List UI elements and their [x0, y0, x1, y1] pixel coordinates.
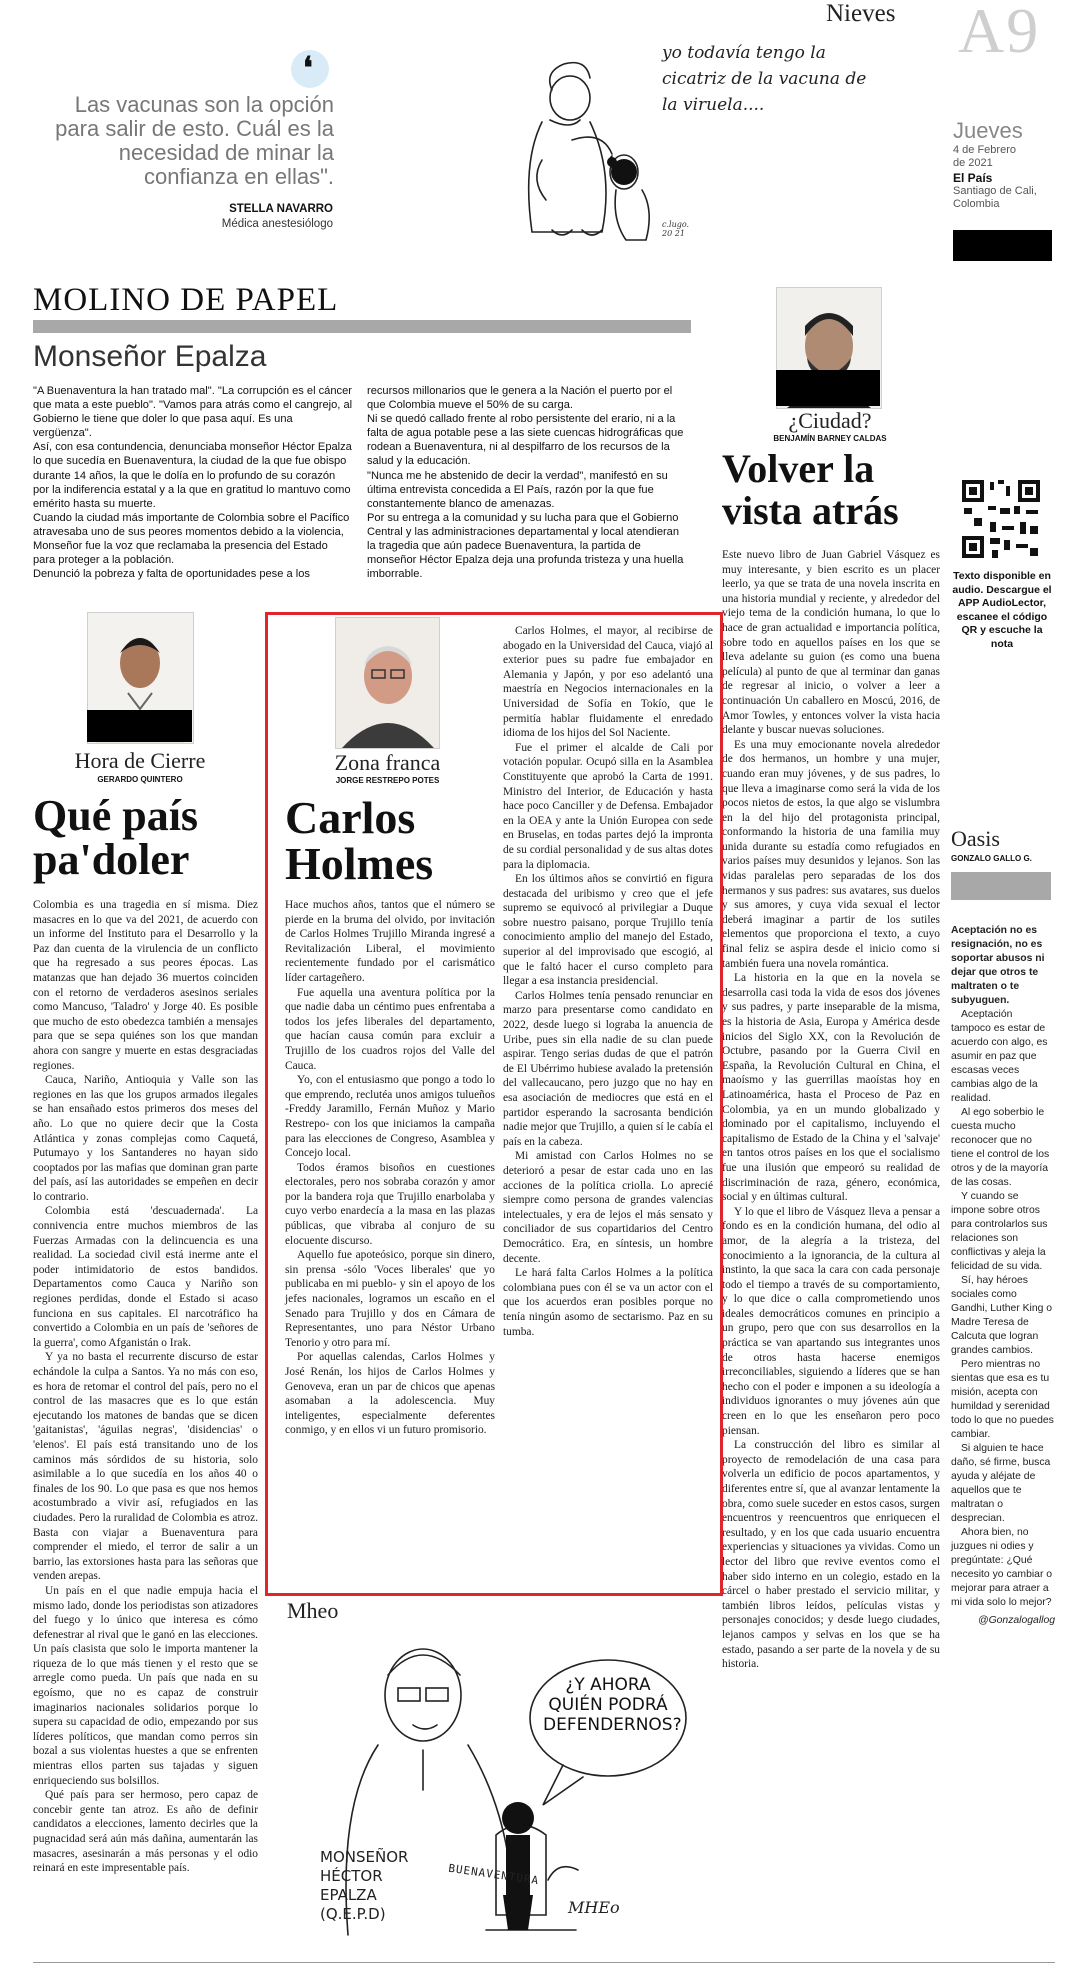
- zona-column-name: Zona franca: [334, 750, 441, 775]
- oasis-body: [951, 924, 1055, 1628]
- oasis-paragraph: Y cuando se impone sobre otros para controlarlos sus relaciones son conflictivas y aleja la felicidad de su vida.: [951, 1191, 1048, 1272]
- zona-paragraph: Mi amistad con Carlos Holmes no se deterioró a pesar de estar cada uno en las acciones de la política criolla. Lo aprecié siempre como persona de grandes valencias intelectuales, y era de lejos el más sensato y conciliador de sus copartidarios del Centro Democrático. Era, en síntesis, un hombre decente.: [503, 1150, 713, 1265]
- hora-body: [33, 898, 258, 1876]
- portrait-restrepo: [336, 618, 439, 748]
- oasis-author: GONZALO GALLO G.: [951, 854, 1032, 863]
- quote-text: Las vacunas son la opción para salir de esto. Cuál es la necesidad de minar la confianza en ellas".: [55, 92, 334, 189]
- ciudad-paragraph: Es una muy emocionante novela alrededor de dos hermanos, un hombre y una mujer, cuando eran muy jóvenes, y de sus padres, lo que lleva a imaginarse como será la vida de los pocos nietos de estos, la que algo se vislumbra en la del hijo del protagonista principal, conformando la historia de una familia muy unida durante su estadía como refugiados en varios países muy desunidos y lejanos. Son las vidas paralelas pero separadas de los dos hermanos y sus padres: sus avatares, sus duelos y sus amores, y cuya vida sexual el lector deberá imaginar a partir de los sutiles elementos que proporciona el texto, a cuyo final feliz se aspira desde el inicio como si también fuera una novela romántica.: [722, 738, 940, 970]
- hora-headline: Qué país pa'doler: [33, 791, 199, 884]
- quote-author: STELLA NAVARRO: [229, 203, 333, 215]
- zona-paragraph: Todos éramos bisoños en cuestiones electorales, pero nos sobraba corazón y amor por la bandera roja que Trujillo enarbolaba y cuyo verbo enardecía a la masa en las plazas públicas, que vibraba al conjuro de su elocuente discurso.: [285, 1161, 495, 1247]
- restrepo-photo: [335, 617, 440, 749]
- zona-paragraph: Carlos Holmes, el mayor, al recibirse de abogado en la Universidad del Cauca, viajó al exterior pues su padre fue embajador en Alemania y Japón, y por eso adelantó una maestría en Negocios internacionales en la Universidad de Sofía en Tokío, que le permitía hablar fluidamente el enredado idioma de los hijos del Sol Naciente.: [503, 625, 713, 740]
- vaccine-cartoon: [512, 40, 872, 260]
- zona-body-col1: [285, 898, 495, 1438]
- hora-author: GERARDO QUINTERO: [97, 775, 183, 784]
- zona-paragraph: Hace muchos años, tantos que el número se pierde en la bruma del olvido, por invitación de Carlos Holmes Trujillo Miranda ingresé a Revitalización Liberal, el movimiento recientemente fundado por el carismático líder cartageñero.: [285, 899, 495, 984]
- ciudad-paragraph: La construcción del libro es similar al proyecto de remodelación de una casa para volverla un edificio de pocos apartamentos, y diferentes entre sí, que al avanzar lentamente la obra, como suele suceder en estos casos, surgen encuentros y reencuentros que enriquecen el resultado, y en los que cada usuario encuentra experiencias y situaciones ya vividas. Como un lector del libro que revive eventos como el haber sido interno en un colegio, estado en la cárcel o haber prestado el servicio militar, y también libros leídos, películas vistas y personajes conocidos; y desde luego ciudades, lejanos campos y selvas en los que se ha estado, pasando a ser parte de la novela y de su historia.: [722, 1439, 940, 1671]
- oasis-lead: Aceptación no es resignación, no es soportar abusos ni dejar que otros te maltraten o te subyuguen.: [951, 925, 1045, 1006]
- molino-paragraph: Cuando la ciudad más importante de Colombia sobre el Pacífico atravesaba uno de sus peores momentos debido a la violencia, Monseñor fue la voz que reclamaba la presencia del Estado para proteger a la población.: [33, 511, 350, 567]
- redaction-bar: [776, 370, 880, 406]
- quote-role: Médica anestesiólogo: [221, 218, 333, 230]
- molino-headline: Monseñor Epalza: [33, 340, 267, 373]
- zona-headline: Carlos Holmes: [285, 792, 434, 889]
- ciudad-author: BENJAMÍN BARNEY CALDAS: [773, 434, 887, 443]
- date-label: 4 de Febrero de 2021: [953, 144, 1016, 169]
- molino-col-right: [367, 384, 689, 581]
- molino-paragraph: "Nunca me he abstenido de decir la verdad", manifestó en su última entrevista concedida a El País, razón por la que fue constantemente blanco de amenazas.: [367, 469, 668, 510]
- ciudad-paragraph: Este nuevo libro de Juan Gabriel Vásquez es muy interesante, y bien escrito es un placer leerlo, ya que se trata de una novela inscrita en una historia mundial y reciente, y alrededor del viejo tema de la condición humana, lo que lo hace de gran actualidad e importancia política, sobre todo en aquellos países en los que se lleva adelante su guion (es como una buena película) al punto de que al terminar dan ganas de regresar al inicio, o volver a leer a continuación Un caballero en Moscú, 2016, de Amor Towles, y entonces volver la vista hacia delante y buscar nuevas soluciones.: [722, 549, 940, 737]
- oasis-paragraph: Ahora bien, no juzgues ni odies y pregúntate: ¿Qué necesito yo cambiar o mejorar para atraer a mi vida solo lo mejor?: [951, 1527, 1053, 1608]
- redaction-bar: [87, 710, 192, 742]
- cartoon-signature: c.lugo. 20 21: [662, 220, 690, 238]
- oasis-column-name: Oasis: [951, 826, 1000, 851]
- cartoon-caption: yo todavía tengo la cicatriz de la vacuna de la viruela....: [662, 43, 867, 115]
- hora-paragraph: Cauca, Nariño, Antioquia y Valle son las regiones en las que los grupos armados ilegales se han ensañado estos primeros dos meses del año. Lo que no quiere decir que la Costa Atlántica y zonas complejas como Caquetá, Putumayo y los Santanderes no hayan sido cooptados por las mafias que dominan gran parte del país, así las autoridades se empeñen en decir lo contrario.: [33, 1074, 258, 1203]
- hora-paragraph: Colombia está 'descuadernada'. La connivencia entre muchos miembros de las Fuerzas Armadas con la delincuencia es una realidad. La sociedad civil está inerme ante el poder intimidatorio de estos bandidos. Departamentos como Cauca y Nariño son regiones perdidas, donde el Estado si acaso funciona en sus capitales. El narcotráfico ha convertido a Colombia en un país de 'señores de la guerra', como Afganistán o Irak.: [33, 1205, 258, 1349]
- oasis-handle[interactable]: @Gonzalogallog: [978, 1615, 1055, 1626]
- redaction-bar: [953, 230, 1052, 261]
- day-label: Jueves: [953, 118, 1023, 143]
- hora-paragraph: Colombia es una tragedia en sí misma. Diez masacres en lo que va del 2021, de acuerdo con un informe del Instituto para el Desarrollo y la Paz dan cuenta de la virulencia de un conflicto que ha regresado a sus peores épocas. Las matanzas que han dejado 36 muertos coinciden con el retorno de verdaderos asesinos seriales como Mancuso, 'Taladro' y Jorge 40. Es posible que mucho de esto obedezca también a mensajes para que se sepa quiénes son los que mandan ahora con sangre y muerte en estas desgraciadas regiones.: [33, 899, 258, 1072]
- zona-paragraph: Carlos Holmes tenía pensado renunciar en marzo para presentarse como candidato en 2022, desde luego si lograba la anuencia de Uribe, pues sin ella nadie de su clan puede aspirar. Tengo serias dudas de que el patrón de El Ubérrimo hubiese avalado la pretensión del vallecaucano, pero juzgo que no hay en esa asociación de mediocres que está en el partidor esperando la sacrosanta bendición nadie mejor que Trujillo, a quien sí le cabía el país en la cabeza.: [503, 989, 713, 1148]
- ciudad-body: [722, 548, 940, 1672]
- oasis-photo-bar: [951, 872, 1051, 900]
- zona-paragraph: Aquello fue apoteósico, porque sin dinero, sin prensa -sólo 'Voces liberales' que yo publicaba en mi pueblo- y sin el apoyo de los jefes nacionales, logramos un escaño en el Senado para Trujillo y dos en Cámara de Representantes, uno para Néstor Urbano Tenorio y otro para mí.: [285, 1249, 495, 1349]
- molino-paragraph: Denunció la pobreza y falta de oportunidades pese a los: [33, 568, 310, 581]
- cartoon-signature: MHEo: [568, 1898, 620, 1917]
- oasis-paragraph: Aceptación tampoco es estar de acuerdo con algo, es asumir en paz que escasas veces cambias algo de la realidad.: [951, 1009, 1048, 1104]
- oasis-paragraph: Si alguien te hace daño, sé firme, busca ayuda y aléjate de aquellos que te maltratan o desprecian.: [951, 1443, 1051, 1524]
- zona-paragraph: En los últimos años se convirtió en figura destacada del uribismo y creo que el jefe supremo se equivocó al privilegiar a Duque sobre nuestro paisano, porque Trujillo tenía conocimiento amplio del manejo del Estado, superior al del improvisado que escogió, al que le faltó hacer el curso completo para llegar a esa instancia presidencial.: [503, 873, 713, 988]
- mheo-cartoon: [318, 1630, 698, 1950]
- zona-paragraph: Por aquellas calendas, Carlos Holmes y José Renán, los hijos de Carlos Holmes y Genoveva, eran un par de chicos que apenas asomaban a la adolescencia. Muy inteligentes, especialmente deferentes conmigo, y en ellos vi un futuro promisorio.: [285, 1351, 495, 1437]
- bottom-rule: [33, 1962, 1055, 1963]
- oasis-paragraph: Al ego soberbio le cuesta mucho reconocer que no tiene el control de los otros y de la mayoría de las cosas.: [951, 1107, 1050, 1188]
- qr-code[interactable]: [960, 478, 1042, 560]
- oasis-paragraph: Pero mientras no sientas que esa es tu misión, acepta con humildad y serenidad todo lo que no puedes cambiar.: [951, 1359, 1054, 1440]
- zona-author: JORGE RESTREPO POTES: [335, 776, 440, 785]
- qr-note: Texto disponible en audio. Descargue el APP AudioLector, escanee el código QR y escuche la nota: [952, 570, 1052, 650]
- ciudad-paragraph: La historia en la que en la novela se desarrolla casi toda la vida de esos dos jóvenes y sus padres, y parte inseparable de la misma, es la historia de Asia, Europa y América desde inicios del Siglo XX, con la Revolución de Octubre, pasando por la Guerra Civil en España, la Revolución Cultural en China, el maoísmo y las guerrillas maoístas hoy en Latinoamérica, hasta el Proceso de Paz en Colombia, ya en un mundo globalizado y dominado por el capitalismo, incluyendo el capitalismo de Estado de la China y el 'salvaje' en tantos otros países en los que el socialismo fue una ilusión que empeoró su realidad de discriminación de raza, género, económica, social y en últimas cultural.: [722, 972, 940, 1204]
- molino-paragraph: "A Buenaventura la han tratado mal". "La corrupción es el cáncer que mata a este pueblo". "Vamos para atrás como el cangrejo, al Gobierno le tiene que doler lo que pasa aquí. Es una vergüenza".: [33, 385, 353, 440]
- speech-bubble-text: ¿Y AHORA QUIÉN PODRÁ DEFENDERNOS?: [543, 1675, 682, 1735]
- hora-paragraph: Qué país para ser hermoso, pero capaz de concebir gente tan atroz. Es año de definir candidatos a elecciones, lamento decirles que la pugnacidad será aún más dañina, aumentarán las masacres, asesinarán a más personas y el odio reinará en este impresentable país.: [33, 1789, 258, 1875]
- molino-paragraph: Así, con esa contundencia, denunciaba monseñor Héctor Epalza lo que sucedía en Buenaventura, la ciudad de la que fue obispo durante 14 años, la que le dolía en lo profundo de su corazón por la indiferencia estatal y a la que en gratitud lo mantuvo como emérito hasta su muerte.: [33, 441, 352, 510]
- molino-section-title: MOLINO DE PAPEL: [33, 282, 339, 318]
- molino-col-left: [33, 384, 353, 581]
- ciudad-column-name: ¿Ciudad?: [788, 408, 872, 433]
- place-label: Santiago de Cali, Colombia: [953, 185, 1037, 210]
- page-number: A9: [958, 0, 1041, 66]
- ciudad-paragraph: Y lo que el libro de Vásquez lleva a pensar a fondo es en la condición humana, del odio al amor, de la alegría a la tristeza, del conocimiento a la ignorancia, de la cultura al instinto, la que saca la cara con cada personaje todo el tiempo a través de su comportamiento, y lo que dice o calla comprometiendo unos ideales democráticos comunes en principio a un grupo, pero que con sus desarrollos en la práctica se van apartando sus integrantes unos de otros hasta hacerse enemigos irreconciliables, siguiendo a líderes que se han hecho con el poder e imponen a su ideología a individuos ignorantes o muy jóvenes aún que creen en lo que les enseñaron pero poco piensan.: [722, 1205, 940, 1437]
- hora-column-name: Hora de Cierre: [74, 748, 206, 773]
- date-box: [953, 118, 1063, 211]
- zona-body-col2: [503, 624, 713, 1339]
- mheo-label: Mheo: [287, 1598, 339, 1623]
- ciudad-headline: Volver la vista atrás: [722, 446, 899, 533]
- cartoon-sign: BUENAVENTURA: [447, 1861, 540, 1888]
- section-name: Nieves: [826, 0, 896, 27]
- zona-paragraph: Le hará falta Carlos Holmes a la política colombiana pues con él se va un actor con el que los acuerdos eran posibles porque no tenía ningún asomo de sectarismo. Paz en su tumba.: [503, 1267, 713, 1338]
- cartoon-caption: MONSEÑOR HÉCTOR EPALZA (Q.E.P.D): [320, 1848, 409, 1923]
- zona-paragraph: Yo, con el entusiasmo que pongo a todo lo que emprendo, reclutéa unos amigos tulueños -Freddy Jaramillo, Fernán Muñoz y Mario Restrepo- con los que iniciamos la campaña para las elecciones de Congreso, Asamblea y Concejo local.: [285, 1074, 495, 1160]
- quote-icon: ❛: [291, 50, 329, 88]
- paper-name: El País: [953, 171, 993, 185]
- oasis-paragraph: Sí, hay héroes sociales como Gandhi, Luther King o Madre Teresa de Calcuta que logran grandes cambios.: [951, 1275, 1053, 1356]
- zona-paragraph: Fue aquella una aventura política por la que nadie daba un céntimo pues enfrentaba a todos los jefes liberales del departamento, que hacían causa común para excluir a Trujillo de los cuadros rojos del Valle del Cauca.: [285, 986, 495, 1072]
- zona-paragraph: Fue el primer el alcalde de Cali por votación popular. Ocupó silla en la Asamblea Constituyente que aprobó la Carta de 1991. Ministro del Interior, de Educación y hasta hace poco Canciller y de Defensa. Embajador en la OEA y ante la Unión Europea con sede en Bruselas, en todas partes dejó la impronta de su cordial personalidad y de sus altas dotes para la diplomacia.: [503, 741, 713, 871]
- molino-paragraph: Por su entrega a la comunidad y su lucha para que el Gobierno Central y las administraciones departamental y local atendieran la tragedia que aún padece Buenaventura, la partida de monseñor Héctor Epalza deja una profunda tristeza y una huella imborrable.: [367, 511, 684, 581]
- hora-paragraph: Un país en el que nadie empuja hacia el mismo lado, donde los periodistas son atizadores del fuego y lo único que interesa es cómo defenestrar al rival que le ganó en las elecciones. Un país clasista que solo le importa mantener la riqueza de lo que más tienen y el resto que se arregle como pueda. Un país que nada en su egoísmo, que no es capaz de construir imaginarios nacionales solidarios porque lo supera su capacidad de odio, empezando por sus líderes políticos, que mandan como perros sin bozal a sus violentas huestes a que se enfrenten mientras ellos parten sus tajadas y siguen enriqueciendo sus bolsillos.: [33, 1584, 258, 1787]
- molino-paragraph: Ni se quedó callado frente al robo persistente del erario, ni a la falta de agua potable pese a las siete cuencas hidrográficas que rodean a Buenaventura, ni al despilfarro de los recursos de la salud y la educación.: [367, 413, 684, 468]
- molino-paragraph: recursos millonarios que le genera a la Nación el puerto por el que Colombia mueve el 50% de su carga.: [367, 385, 673, 412]
- hora-paragraph: Y ya no basta el recurrente discurso de estar echándole la culpa a Santos. Ya no más con eso, es hora de retomar el control del país, pero no el control de las masacres que es lo que están ejecutando los matones de bandas que se dicen 'gaitanistas', 'águilas negras', 'disidencias' o 'elenos'. El país está transitando uno de los caminos más sórdidos de su historia, solo asimilable a lo que sucedía en los años 40 o finales de los 90. Lo que pasa es que nos hemos acostumbrado a vivir así, refugiados en las ciudades. Pero la ruralidad de Colombia es atroz. Basta con viajar a Buenaventura para comprender el miedo, el terror de salir a un barrio, las extorsiones hasta para las señoras que venden arepas.: [33, 1351, 258, 1583]
- molino-rule: [33, 320, 691, 333]
- qr-pattern: [960, 478, 1042, 560]
